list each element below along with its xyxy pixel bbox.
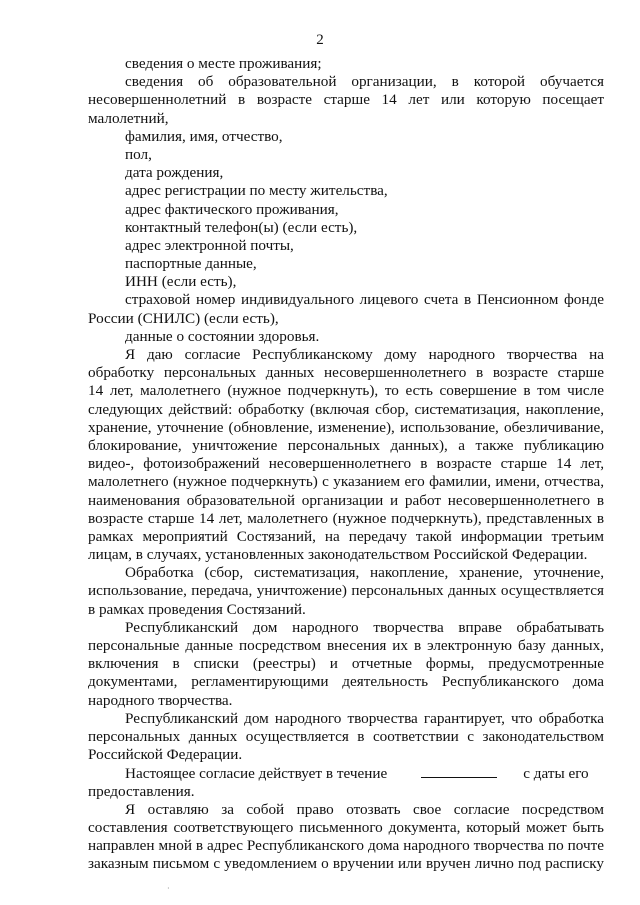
list-item: дата рождения, (125, 164, 224, 182)
paragraph-line: Обработка (сбор, систематизация, накопление, хранение, уточнение, (125, 564, 604, 582)
paragraph-line: использование, передача, уничтожение) персональных данных осуществляется (88, 582, 604, 600)
paragraph-line: направлен мной в адрес Республиканского дома народного творчества по почте (88, 837, 604, 855)
consent-term-line (88, 764, 604, 782)
paragraph-line: следующих действий: обработку (включая сбор, систематизация, накопление, (88, 400, 604, 418)
paragraph-line: составления соответствующего письменного документа, который может быть (88, 818, 604, 836)
paragraph-line: малолетнего (нужное подчеркнуть) с указанием его фамилии, имени, отчества, (88, 473, 604, 491)
scan-speck: · (167, 884, 170, 893)
list-item: страховой номер индивидуального лицевого счета в Пенсионном фонде (125, 291, 604, 309)
paragraph-line: хранение, уточнение (обновление, изменение), использование, обезличивание, (88, 418, 604, 436)
paragraph-line: блокирование, уничтожение персональных данных), а также публикацию (88, 436, 604, 454)
paragraph-line: лицам, в случаях, установленных законодательством Российской Федерации. (88, 546, 588, 564)
text-line: малолетний, (88, 109, 169, 127)
paragraph-line: рамках мероприятий Состязаний, на передачу такой информации третьим (88, 527, 604, 545)
paragraph-line: предоставления. (88, 782, 195, 800)
paragraph-line: документами, регламентирующими деятельность Республиканского дома (88, 673, 604, 691)
paragraph-line: персональных данных осуществляется в соответствии с законодательством (88, 727, 604, 745)
document-body (88, 55, 604, 873)
paragraph-line: Я оставляю за собой право отозвать свое согласие посредством (125, 800, 604, 818)
paragraph-line: наименования образовательной организации и работ несовершеннолетнего в (88, 491, 604, 509)
paragraph-line: включения в списки (реестры) и отчетные формы, предусмотренные (88, 655, 604, 673)
paragraph-line: Республиканский дом народного творчества вправе обрабатывать (125, 618, 604, 636)
paragraph-line: Российской Федерации. (88, 746, 243, 764)
paragraph-line: возрасте старше 14 лет, малолетнего (нужное подчеркнуть), представленных в (88, 509, 604, 527)
list-item: паспортные данные, (125, 255, 257, 273)
paragraph-line: видео-, фотоизображений несовершеннолетнего в возрасте старше 14 лет, (88, 455, 604, 473)
paragraph-line: Республиканский дом народного творчества гарантирует, что обработка (125, 709, 604, 727)
paragraph-line: народного творчества. (88, 691, 233, 709)
paragraph-line: в рамках проведения Состязаний. (88, 600, 306, 618)
consent-term-text: Настоящее согласие действует в течение (125, 765, 388, 783)
text-line: сведения о месте проживания; (125, 55, 322, 72)
list-item: контактный телефон(ы) (если есть), (125, 218, 358, 236)
paragraph-line: заказным письмом с уведомлением о вручении или вручен лично под расписку (88, 855, 604, 873)
consent-term-suffix: с даты его (523, 765, 589, 783)
text-line: несовершеннолетний в возрасте старше 14 лет или которую посещает (88, 91, 604, 109)
text-line: России (СНИЛС) (если есть), (88, 309, 279, 327)
list-item: пол, (125, 145, 152, 163)
paragraph-line: Я даю согласие Республиканскому дому народного творчества на (125, 346, 604, 363)
list-item: данные о состоянии здоровья. (125, 327, 320, 345)
paragraph-line: 14 лет, малолетнего (нужное подчеркнуть), то есть совершение в том числе (88, 382, 604, 400)
paragraph-line: персональные данные посредством внесения их в электронную базу данных, (88, 637, 604, 654)
list-item: адрес регистрации по месту жительства, (125, 182, 388, 200)
list-item: адрес электронной почты, (125, 236, 294, 254)
list-item: ИНН (если есть), (125, 273, 237, 291)
text-line: сведения об образовательной организации, в которой обучается (125, 73, 604, 91)
paragraph-line: обработку персональных данных несовершеннолетнего в возрасте старше (88, 364, 604, 382)
term-blank-field[interactable] (421, 764, 497, 778)
list-item: фамилия, имя, отчество, (125, 127, 283, 145)
page-number: 2 (316, 32, 324, 48)
list-item: адрес фактического проживания, (125, 200, 339, 218)
